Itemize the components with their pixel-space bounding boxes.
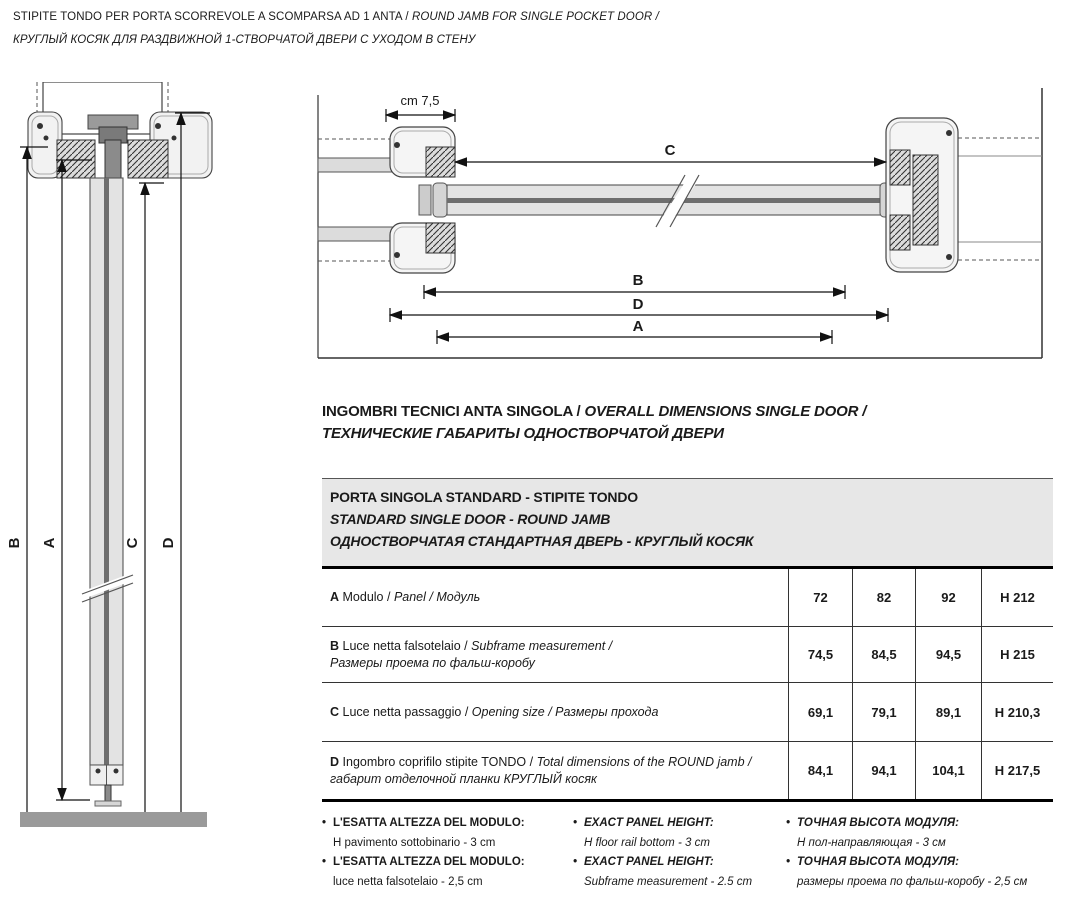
table-grid — [322, 569, 1053, 802]
table-header-band — [322, 478, 1053, 569]
row-label: A Modulo / Panel / Модуль — [330, 590, 481, 604]
bottom-rail — [90, 765, 123, 806]
table-cell: 69,1 — [788, 683, 852, 741]
dim-label-c-plan: C — [664, 142, 676, 159]
note-title: • EXACT PANEL HEIGHT: — [573, 853, 783, 873]
floor — [20, 812, 207, 827]
table-row-d — [322, 741, 1053, 799]
bullet-icon: • — [322, 856, 327, 868]
table-row-c — [322, 682, 1053, 741]
note-title: • L'ESATTA ALTEZZA DEL MODULO: — [322, 853, 567, 873]
title-english: ROUND JAMB FOR SINGLE POCKET DOOR / — [411, 11, 659, 23]
table-cell: 82 — [852, 569, 915, 626]
bullet-icon: • — [786, 817, 791, 829]
dim-label-c-section: C — [124, 537, 141, 549]
dim-label-a-section: A — [41, 537, 58, 549]
page-title — [13, 6, 1013, 52]
head-timber-left — [57, 140, 95, 178]
note-text: H floor rail bottom - 3 cm — [584, 836, 710, 849]
band-line3: ОДНОСТВОРЧАТАЯ СТАНДАРТНАЯ ДВЕРЬ - КРУГЛЫЙ КОСЯК — [330, 533, 754, 549]
band-line1: PORTA SINGOLA STANDARD - STIPITE TONDO — [330, 489, 638, 505]
band-line2: STANDARD SINGLE DOOR - ROUND JAMB — [330, 511, 611, 527]
section-title-line1: INGOMBRI TECNICI ANTA SINGOLA / OVERALL DIMENSIONS SINGLE DOOR / — [322, 403, 867, 420]
table-cell: 92 — [915, 569, 981, 626]
row-label: D Ingombro coprifilo stipite TONDO / Total dimensions of the ROUND jamb / габарит отделочной планки КРУГЛЫЙ косяк — [330, 754, 752, 786]
floor-guide — [105, 785, 111, 801]
door-panel-core — [104, 178, 109, 765]
table-cell: 84,1 — [788, 742, 852, 799]
bullet-icon: • — [573, 817, 578, 829]
panel-guide-post — [419, 185, 431, 215]
note-title: • L'ESATTA ALTEZZA DEL MODULO: — [322, 814, 567, 834]
page-title-line2: КРУГЛЫЙ КОСЯК ДЛЯ РАЗДВИЖНОЙ 1-СТВОРЧАТОЙ ДВЕРИ С УХОДОМ В СТЕНУ — [13, 34, 476, 46]
table-cell: 84,5 — [852, 627, 915, 682]
table-row-b — [322, 626, 1053, 682]
dimensions-table — [322, 478, 1053, 802]
table-cell: 94,5 — [915, 627, 981, 682]
section-title — [322, 401, 1042, 445]
jamb-width-dimension — [386, 93, 455, 122]
table-cell: 72 — [788, 569, 852, 626]
bullet-icon: • — [322, 817, 327, 829]
notes-english — [573, 814, 783, 892]
note-text: Subframe measurement - 2.5 cm — [584, 875, 753, 888]
table-cell: 79,1 — [852, 683, 915, 741]
jamb-width-label: cm 7,5 — [400, 93, 440, 108]
bullet-icon: • — [786, 856, 791, 868]
row-label: C Luce netta passaggio / Opening size / Размеры прохода — [330, 704, 659, 719]
dim-label-b-section: B — [6, 537, 23, 549]
head-timber-right — [128, 140, 168, 178]
table-cell: H 212 — [981, 569, 1053, 626]
table-cell: 94,1 — [852, 742, 915, 799]
note-title: • ТОЧНАЯ ВЫСОТА МОДУЛЯ: — [786, 814, 1061, 834]
plan-section-drawing — [313, 85, 1067, 365]
hanger-bracket — [105, 140, 121, 180]
page-title-line1 — [13, 6, 1013, 29]
section-title-line2: ТЕХНИЧЕСКИЕ ГАБАРИТЫ ОДНОСТВОРЧАТОЙ ДВЕРИ — [322, 425, 724, 442]
table-cell: H 215 — [981, 627, 1053, 682]
table-cell: 104,1 — [915, 742, 981, 799]
title-italian: STIPITE TONDO PER PORTA SCORREVOLE A SCOMPARSA AD 1 ANTA / — [13, 11, 412, 23]
note-title: • EXACT PANEL HEIGHT: — [573, 814, 783, 834]
note-text: luce netta falsotelaio - 2,5 cm — [333, 875, 483, 888]
table-cell: 89,1 — [915, 683, 981, 741]
table-row-a — [322, 569, 1053, 626]
note-text: Н пол-направляющая - 3 см — [797, 836, 946, 849]
table-cell: 74,5 — [788, 627, 852, 682]
vertical-section-drawing — [6, 82, 216, 832]
note-text: H pavimento sottobinario - 3 cm — [333, 836, 496, 849]
dim-label-a-plan: A — [632, 318, 644, 335]
bullet-icon: • — [573, 856, 578, 868]
jamb-left-lower — [390, 223, 455, 273]
jamb-left-upper — [390, 127, 455, 177]
table-cell: H 210,3 — [981, 683, 1053, 741]
jamb-right — [886, 118, 958, 272]
notes-italian — [322, 814, 567, 892]
note-text: размеры проема по фальш-коробу - 2,5 см — [797, 875, 1028, 888]
dim-label-d-section: D — [160, 537, 177, 549]
notes-russian — [786, 814, 1061, 892]
row-label: B Luce netta falsotelaio / Subframe measurement / Размеры проема по фальш-коробу — [330, 638, 613, 670]
table-cell: H 217,5 — [981, 742, 1053, 799]
dim-label-b-plan: B — [632, 272, 644, 289]
panel-end-cap-left — [433, 183, 447, 217]
note-title: • ТОЧНАЯ ВЫСОТА МОДУЛЯ: — [786, 853, 1061, 873]
dim-label-d-plan: D — [632, 296, 644, 313]
